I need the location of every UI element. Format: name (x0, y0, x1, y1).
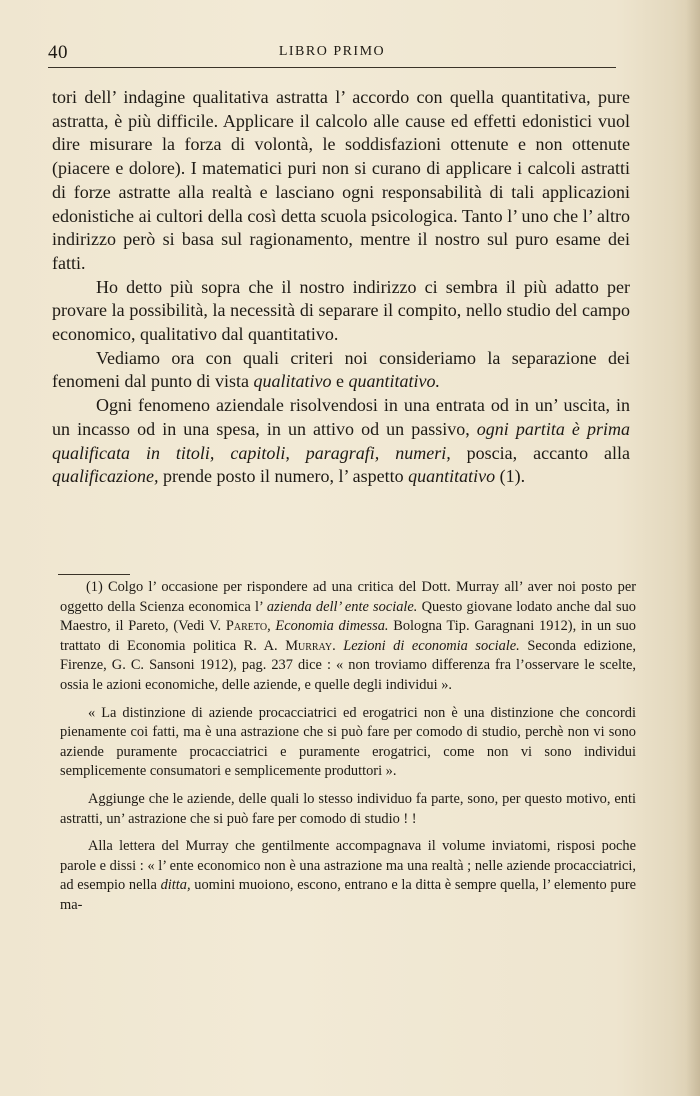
italic-qualitativo: qualitativo (253, 371, 332, 392)
footnote-quote: « La distinzione di aziende procacciatrici ed erogatrici non è una distinzione che concordi pienamente coi fatti, ma è una astrazione che si può fare per comodo di studio, perchè non vi sono aziende puramente procacciatrici e puramente erogatrici, come non vi sono individui semplicemente consumatori e semplicemente produttori ». (60, 704, 636, 780)
footnote-1-text-3: Bologna Tip. Garagnani 1912), in un suo trattato di Economia politica R. A. (60, 618, 636, 654)
header-rule (48, 67, 616, 68)
footnote-italic-azienda: azienda dell’ ente sociale. (266, 598, 418, 615)
footnote-1-text-4: Seconda edizione, Firenze, G. C. Sansoni 1912), pag. 237 dice : « non troviamo differenza fra l’osservare le scelte, ossia le azioni economiche, delle aziende, e quelle degli individui ». (60, 637, 636, 693)
paragraph-3-conj: e (331, 371, 349, 392)
paragraph-4-text-3: prende posto il numero, l’ aspetto (158, 466, 409, 487)
footnote-4-text-2: uomini muoiono, escono, entrano e la ditta è sempre quella, l’ elemento pure ma- (60, 877, 636, 913)
paragraph-2: Ho detto più sopra che il nostro indirizzo ci sembra il più adatto per provare la possibilità, la necessità di separare il compito, nello studio del campo economico, qualitativo dal quantitativo. (52, 276, 630, 345)
italic-quantitativo: quantitativo. (348, 371, 440, 392)
footnote-1 (60, 578, 636, 696)
footnote-italic-economia-dimessa: Economia dimessa. (275, 618, 389, 635)
italic-partita: ogni partita è prima qualificata in titoli, capitoli, paragrafi, numeri, (52, 418, 630, 463)
footnotes (60, 578, 636, 916)
author-pareto: Pareto (225, 618, 268, 635)
page-number: 40 (48, 42, 68, 63)
running-head: LIBRO PRIMO (278, 44, 386, 59)
footnote-1-text: (1) Colgo l’ occasione per rispondere ad una critica del Dott. Murray all’ aver noi posto per oggetto della Scienza economica l’ (60, 579, 636, 615)
footnote-italic-lezioni: Lezioni di economia sociale. (343, 637, 520, 654)
page-header (48, 40, 616, 66)
footnote-1-sep-2: . (332, 637, 344, 654)
paragraph-4 (52, 394, 630, 489)
paragraph-4-text-2: poscia, accanto alla (450, 442, 630, 463)
footnote-rule (58, 574, 130, 575)
footnote-1-sep: , (267, 618, 276, 635)
page-edge-shadow (686, 0, 700, 1096)
paragraph-3-text: Vediamo ora con quali criteri noi consideriamo la separazione dei fenomeni dal punto di vista (52, 347, 630, 392)
italic-quantitativo-2: quantitativo (408, 466, 496, 487)
footnote-1-text-2: Questo giovane lodato anche dal suo Maestro, il Pareto, (Vedi V. (60, 598, 636, 635)
footnote-paragraph-3: Aggiunge che le aziende, delle quali lo stesso individuo fa parte, sono, per questo motivo, enti astratti, un’ astrazione che si può fare per comodo di studio ! ! (60, 790, 636, 827)
main-text (52, 86, 630, 489)
paragraph-1: tori dell’ indagine qualitativa astratta l’ accordo con quella quantitativa, pure astratta, è più difficile. Applicare il calcolo alle cause ed effetti edonistici vuol dire misurare la forza di volontà, le soddisfazioni ottenute e non ottenute (piacere e dolore). I matematici puri non si curano di applicare i calcoli astratti di forze astratte alla realtà e lasciano ogni responsabilità di tali applicazioni edonistiche ai cultori della così detta scuola psicologica. Tanto l’ uno che l’ altro indirizzo però si basa sul ragionamento, mentre il nostro sul puro esame dei fatti. (52, 87, 630, 273)
author-murray: Murray (285, 637, 333, 654)
paragraph-3 (52, 347, 630, 394)
paragraph-4-text: Ogni fenomeno aziendale risolvendosi in una entrata od in un’ uscita, in un incasso od in una spesa, in un attivo od un passivo, (52, 395, 630, 439)
footnote-reference: (1). (495, 466, 526, 487)
footnote-4-text: Alla lettera del Murray che gentilmente accompagnava il volume inviatomi, risposi poche parole e dissi : « l’ ente economico non è una astrazione ma una realtà ; nelle aziende procacciatrici, ad esempio nella (60, 838, 636, 894)
italic-qualificazione: qualificazione, (52, 466, 159, 487)
footnote-italic-ditta: ditta, (160, 877, 191, 894)
footnote-paragraph-4 (60, 837, 636, 915)
